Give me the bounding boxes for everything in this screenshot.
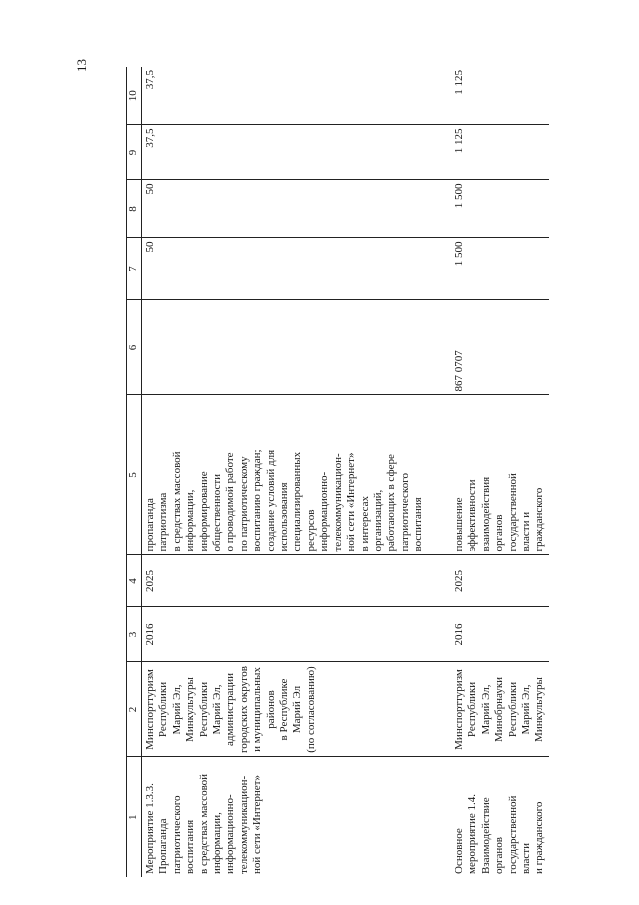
table-row	[142, 67, 452, 877]
cell-line: специализированных	[291, 451, 304, 552]
cell-line: мероприятие 1.4.	[466, 793, 479, 874]
cell-line: патриотизма	[157, 492, 170, 552]
cell-line: Минспорттуризм	[144, 669, 156, 750]
cell-line: ресурсов	[304, 509, 317, 552]
expected-result-cell	[451, 395, 549, 555]
activity-name-cell	[451, 757, 549, 877]
cell-line: организаций,	[371, 489, 384, 552]
end-year-cell: 2025	[451, 555, 549, 607]
cell-line: информационно-	[224, 794, 237, 874]
cell-line: власти и	[520, 511, 533, 552]
cell-line: воспитания	[412, 497, 425, 552]
cell-line: в средствах массовой	[170, 451, 183, 552]
cell-line: Республики	[197, 681, 210, 738]
cell-line: государственной	[506, 473, 519, 552]
cell-line: телекоммуникацион-	[237, 775, 250, 874]
amount-cell-10: 37,5	[142, 67, 452, 125]
cell-line: Республики	[157, 681, 170, 738]
cell-line: Марий Эл,	[479, 684, 492, 735]
cell-line: городских округов	[237, 666, 250, 754]
cell-line: государственной	[506, 795, 519, 874]
cell-line: о проводимой работе	[224, 452, 237, 552]
amount-cell-10: 1 125	[451, 67, 549, 125]
cell-line: по патриотическому	[237, 456, 250, 552]
header-row	[127, 67, 142, 877]
cell-line: взаимодействия	[479, 476, 492, 552]
cell-line: информации,	[184, 489, 197, 552]
cell-line: в средствах массовой	[197, 773, 210, 874]
col-header: 4	[127, 555, 142, 607]
cell-line: и муниципальных	[251, 667, 264, 752]
cell-line: Марий Эл,	[520, 684, 533, 735]
amount-cell-7: 1 500	[451, 238, 549, 300]
cell-line: патриотического	[398, 473, 411, 552]
rotated-table-wrapper	[126, 67, 621, 877]
cell-line: ной сети «Интернет»	[251, 775, 264, 874]
cell-line: эффективности	[466, 479, 479, 552]
cell-line: Республики	[466, 681, 479, 738]
budget-code-cell: 867 0707	[451, 300, 549, 395]
cell-line: власти	[520, 843, 533, 874]
cell-line: повышение	[453, 497, 465, 552]
cell-line: информирование	[197, 471, 210, 552]
col-header: 7	[127, 238, 142, 300]
cell-line: Мероприятие 1.3.3.	[144, 783, 156, 874]
amount-cell-8: 1 500	[451, 180, 549, 238]
cell-line: органов	[493, 837, 506, 874]
cell-line: органов	[493, 514, 506, 552]
cell-line: ной сети «Интернет»	[345, 452, 358, 552]
cell-line: администрации	[224, 673, 237, 746]
cell-line: общественности	[211, 473, 224, 552]
start-year-cell: 2016	[142, 607, 452, 662]
cell-line: информационно-	[318, 471, 331, 552]
amount-cell-9: 37,5	[142, 125, 452, 180]
col-header: 3	[127, 607, 142, 662]
executor-cell	[451, 662, 549, 757]
start-year-cell: 2016	[451, 607, 549, 662]
cell-line: (по согласованию)	[304, 666, 317, 753]
cell-line: создание условий для	[264, 449, 277, 552]
cell-line: Марий Эл,	[170, 684, 183, 735]
cell-line: воспитания	[184, 819, 197, 874]
cell-line: использования	[278, 482, 291, 552]
col-header: 2	[127, 662, 142, 757]
cell-line: Взаимодействие	[479, 797, 492, 874]
cell-line: пропаганда	[144, 498, 156, 552]
col-header: 6	[127, 300, 142, 395]
cell-line: Республики	[506, 681, 519, 738]
page-number: 13	[74, 59, 89, 72]
cell-line: Минкультуры	[533, 677, 546, 742]
activity-name-cell	[142, 757, 452, 877]
cell-line: работающих в сфере	[385, 454, 398, 552]
program-activities-table	[126, 67, 549, 877]
cell-line: патриотического	[170, 795, 183, 874]
cell-line: и гражданского	[533, 801, 546, 874]
cell-line: в Республике	[278, 678, 291, 741]
cell-line: Марий Эл	[291, 685, 304, 734]
col-header: 9	[127, 125, 142, 180]
cell-line: информации,	[211, 812, 224, 874]
cell-line: Минспорттуризм	[453, 669, 465, 750]
expected-result-cell	[142, 395, 452, 555]
cell-line: телекоммуникацион-	[331, 453, 344, 552]
cell-line: районов	[264, 690, 277, 729]
col-header: 5	[127, 395, 142, 555]
cell-line: гражданского	[533, 487, 546, 552]
cell-line: Минобрнауки	[493, 676, 506, 743]
cell-line: Минкультуры	[184, 677, 197, 742]
col-header: 8	[127, 180, 142, 238]
budget-code-cell	[142, 300, 452, 395]
executor-cell	[142, 662, 452, 757]
cell-line: воспитанию граждан;	[251, 449, 264, 552]
cell-line: в интересах	[358, 496, 371, 552]
amount-cell-8: 50	[142, 180, 452, 238]
table-row	[451, 67, 549, 877]
cell-line: Пропаганда	[157, 818, 170, 874]
cell-line: Основное	[453, 828, 465, 874]
amount-cell-9: 1 125	[451, 125, 549, 180]
col-header: 1	[127, 757, 142, 877]
cell-line: Марий Эл,	[211, 684, 224, 735]
amount-cell-7: 50	[142, 238, 452, 300]
col-header: 10	[127, 67, 142, 125]
end-year-cell: 2025	[142, 555, 452, 607]
